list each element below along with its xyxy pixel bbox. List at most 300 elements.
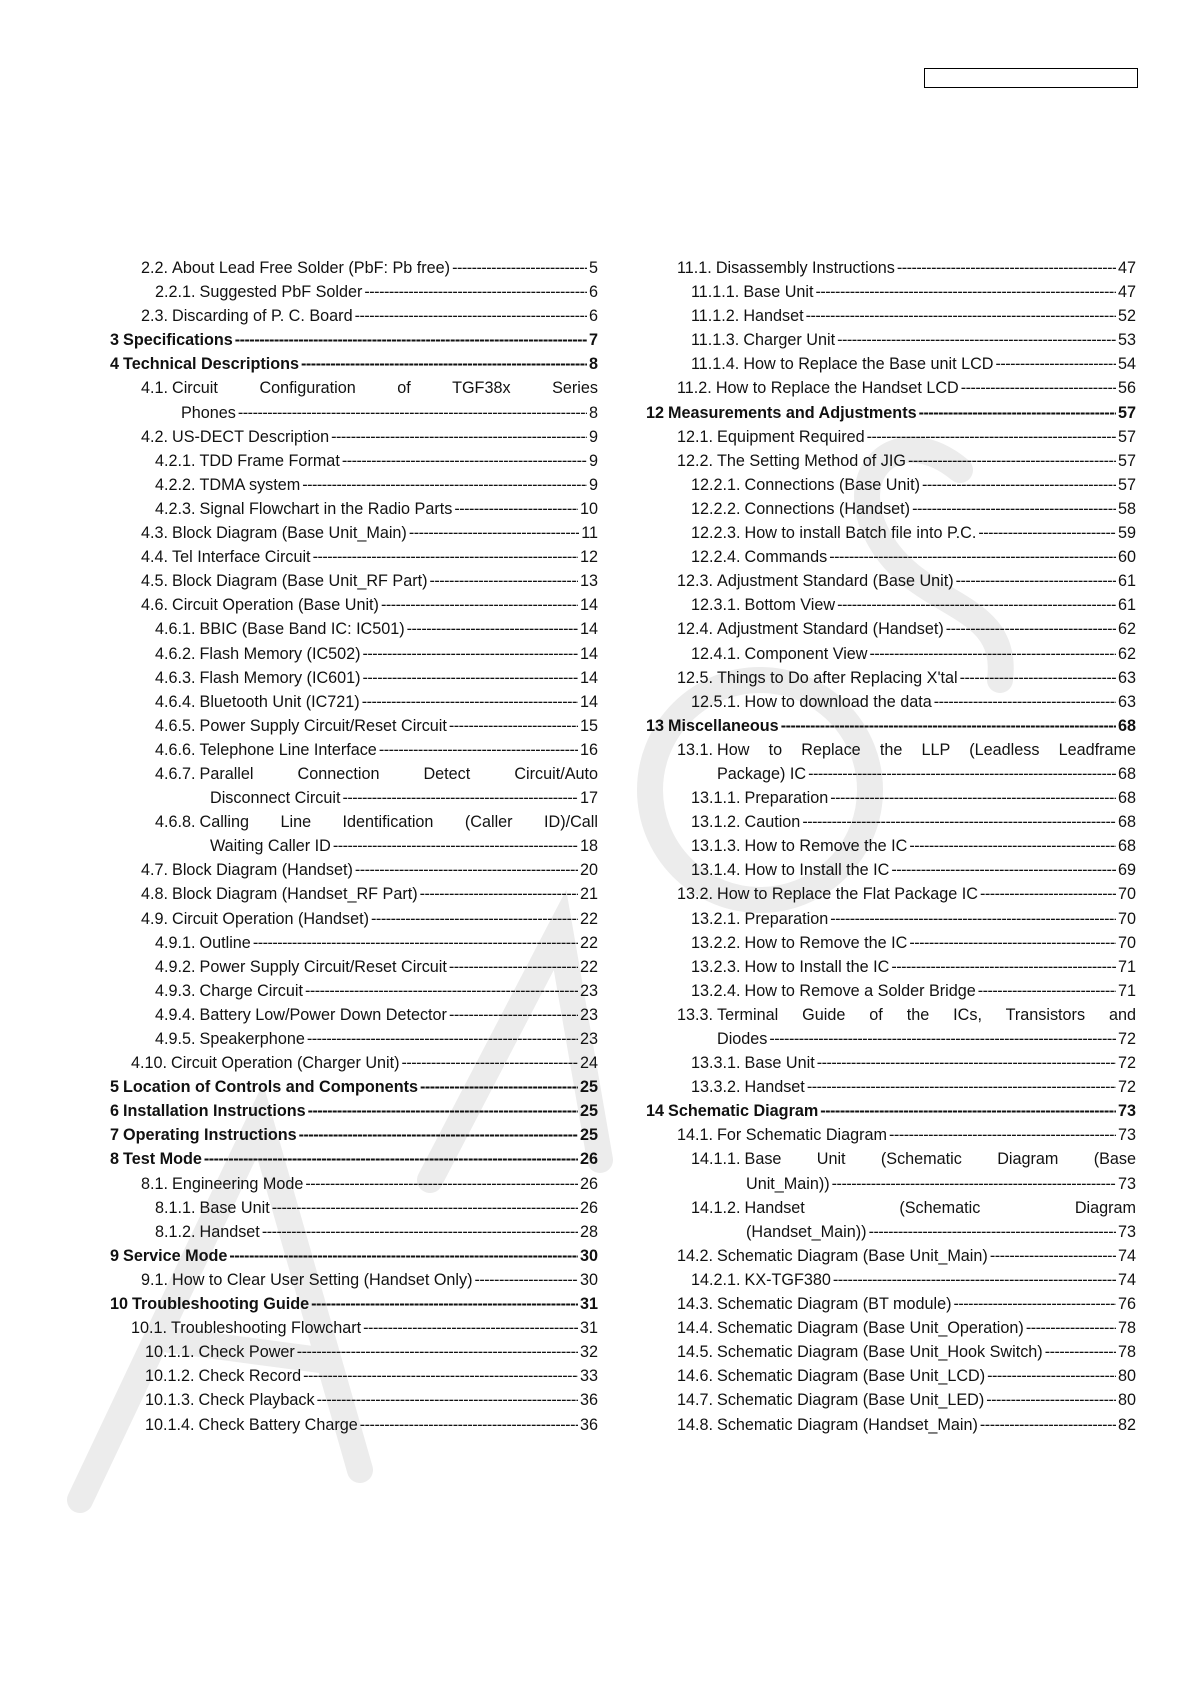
toc-entry-page: 17 — [579, 789, 598, 808]
dot-leader — [420, 1075, 578, 1099]
toc-entry-title-continued: (Handset_Main)) — [746, 1222, 867, 1241]
toc-entry[interactable] — [646, 690, 1136, 714]
dot-leader — [342, 786, 578, 810]
toc-entry-title: Test Mode — [123, 1150, 202, 1169]
toc-entry-title: Location of Controls and Components — [123, 1078, 418, 1097]
toc-entry[interactable] — [110, 955, 598, 979]
toc-entry-page: 11 — [581, 524, 598, 543]
toc-entry[interactable] — [110, 642, 598, 666]
dot-leader — [297, 1340, 578, 1364]
toc-entry-page: 9 — [588, 427, 598, 446]
toc-entry-page: 82 — [1117, 1415, 1136, 1434]
toc-entry[interactable] — [110, 1051, 598, 1075]
toc-entry-number: 4.9.1. — [155, 933, 196, 952]
toc-entry[interactable] — [110, 1413, 598, 1437]
toc-entry[interactable] — [110, 1196, 598, 1220]
toc-entry-page: 73 — [1117, 1174, 1136, 1193]
toc-entry[interactable] — [110, 1027, 598, 1051]
toc-entry-title: Base Unit — [743, 283, 814, 302]
toc-entry-page: 80 — [1117, 1391, 1136, 1410]
dot-leader — [355, 304, 587, 328]
toc-entry-number: 13.3. — [677, 1005, 714, 1024]
toc-entry-number: 12.5.1. — [691, 692, 741, 711]
dot-leader — [313, 545, 578, 569]
toc-entry[interactable] — [646, 1364, 1136, 1388]
toc-entry-title: About Lead Free Solder (PbF: Pb free) — [172, 259, 451, 277]
toc-entry[interactable] — [646, 882, 1136, 906]
toc-entry-title: Handset — [744, 1078, 805, 1097]
toc-entry[interactable] — [646, 907, 1136, 931]
toc-entry-title: Technical Descriptions — [123, 355, 300, 374]
toc-entry-number: 4.6.6. — [155, 740, 196, 759]
toc-entry[interactable] — [110, 521, 598, 545]
toc-entry[interactable] — [646, 376, 1136, 400]
toc-entry-number: 4.4. — [141, 548, 169, 567]
dot-leader — [449, 955, 578, 979]
dot-leader — [806, 304, 1116, 328]
toc-entry-title: How to install Batch file into P.C. — [744, 524, 977, 543]
toc-entry-number: 4.6.1. — [155, 620, 196, 639]
dot-leader — [305, 979, 578, 1003]
toc-entry-page: 76 — [1117, 1295, 1136, 1314]
toc-entry-number: 14.6. — [677, 1367, 714, 1386]
toc-entry-title: Schematic Diagram (Handset_Main) — [717, 1415, 978, 1434]
dot-leader — [1026, 1316, 1116, 1340]
toc-entry-page: 47 — [1117, 259, 1136, 277]
toc-entry[interactable] — [110, 1220, 598, 1244]
toc-entry[interactable] — [646, 1196, 1136, 1244]
toc-entry-number: 11.1.1. — [691, 283, 740, 302]
toc-entry-title: Installation Instructions — [123, 1102, 306, 1121]
toc-entry-page: 62 — [1117, 620, 1136, 639]
toc-entry-title: TDD Frame Format — [199, 451, 340, 470]
toc-entry-title: Tel Interface Circuit — [172, 548, 311, 567]
toc-entry-number: 6 — [110, 1102, 120, 1121]
toc-entry-title: Specifications — [123, 331, 233, 350]
toc-entry-page: 80 — [1117, 1367, 1136, 1386]
toc-entry[interactable] — [110, 762, 598, 810]
toc-entry[interactable] — [110, 931, 598, 955]
toc-entry-page: 8 — [588, 355, 598, 374]
toc-entry-number: 13.2.4. — [691, 981, 741, 1000]
toc-entry[interactable] — [646, 1147, 1136, 1195]
toc-entry[interactable] — [110, 1075, 598, 1099]
toc-right-column — [646, 256, 1136, 1437]
toc-entry[interactable] — [110, 1292, 598, 1316]
toc-entry-page: 25 — [579, 1078, 598, 1097]
dot-leader — [303, 1364, 578, 1388]
toc-entry[interactable] — [110, 858, 598, 882]
toc-entry-page: 62 — [1117, 644, 1136, 663]
toc-entry[interactable] — [110, 376, 598, 424]
toc-entry-page: 63 — [1117, 692, 1136, 711]
toc-entry-number: 10.1. — [131, 1319, 168, 1338]
dot-leader — [235, 328, 587, 352]
toc-entry[interactable] — [110, 1364, 598, 1388]
toc-entry[interactable] — [110, 617, 598, 641]
toc-entry[interactable] — [646, 401, 1136, 425]
toc-entry-page: 14 — [579, 644, 598, 663]
dot-leader — [802, 810, 1116, 834]
toc-entry[interactable] — [646, 1099, 1136, 1123]
toc-entry-number: 4 — [110, 355, 120, 374]
toc-entry[interactable] — [110, 690, 598, 714]
toc-entry-page: 13 — [579, 572, 598, 591]
toc-entry-number: 4.3. — [141, 524, 169, 543]
toc-entry-number: 13.2.1. — [691, 909, 741, 928]
toc-entry[interactable] — [110, 425, 598, 449]
toc-entry[interactable] — [110, 882, 598, 906]
toc-entry-page: 78 — [1117, 1343, 1136, 1362]
toc-entry-page: 14 — [579, 620, 598, 639]
toc-entry[interactable] — [646, 280, 1136, 304]
toc-entry[interactable] — [110, 1147, 598, 1171]
toc-entry[interactable] — [646, 352, 1136, 376]
toc-entry-title: Terminal Guide of the ICs, Transistors and — [717, 1005, 1136, 1024]
toc-entry-number: 12.2. — [677, 451, 714, 470]
toc-entry-page: 22 — [579, 909, 598, 928]
toc-entry-number: 10.1.1. — [145, 1343, 195, 1362]
toc-entry-title: Circuit Operation (Base Unit) — [172, 596, 379, 615]
dot-leader — [909, 931, 1116, 955]
toc-entry-title: Caution — [744, 813, 801, 832]
toc-entry-page: 57 — [1117, 403, 1136, 422]
toc-entry-page: 26 — [579, 1150, 598, 1169]
toc-entry-title: Base Unit (Schematic Diagram (Base — [744, 1150, 1136, 1169]
toc-entry[interactable] — [110, 714, 598, 738]
toc-entry-title: Adjustment Standard (Handset) — [717, 620, 944, 639]
toc-entry-title: Service Mode — [123, 1246, 228, 1265]
toc-entry[interactable] — [646, 617, 1136, 641]
toc-entry-number: 12.1. — [677, 427, 714, 446]
toc-entry-number: 14.5. — [677, 1343, 714, 1362]
toc-entry-page: 23 — [579, 1005, 598, 1024]
dot-leader — [204, 1147, 578, 1171]
toc-entry-title-continued: Waiting Caller ID — [210, 837, 331, 856]
dot-leader — [830, 907, 1116, 931]
toc-entry-number: 4.10. — [131, 1054, 168, 1073]
toc-entry-page: 14 — [579, 692, 598, 711]
toc-entry-number: 4.6.2. — [155, 644, 196, 663]
toc-entry-number: 14.4. — [677, 1319, 714, 1338]
toc-entry-page: 21 — [579, 885, 598, 904]
toc-entry[interactable] — [646, 979, 1136, 1003]
toc-entry-number: 2.2.1. — [155, 283, 196, 302]
toc-entry[interactable] — [110, 569, 598, 593]
dot-leader — [833, 1268, 1116, 1292]
toc-entry[interactable] — [110, 328, 598, 352]
toc-entry-number: 12 — [646, 403, 665, 422]
toc-entry-number: 13.1.3. — [691, 837, 741, 856]
toc-entry[interactable] — [646, 1244, 1136, 1268]
toc-entry[interactable] — [646, 593, 1136, 617]
toc-entry-number: 12.2.1. — [691, 475, 741, 494]
dot-leader — [381, 593, 578, 617]
toc-entry-title: Block Diagram (Handset) — [172, 861, 353, 880]
toc-entry-number: 10.1.2. — [145, 1367, 195, 1386]
toc-entry-title: Preparation — [744, 789, 829, 808]
toc-entry[interactable] — [646, 738, 1136, 786]
toc-entry[interactable] — [646, 1413, 1136, 1437]
toc-entry-number: 14.3. — [677, 1295, 714, 1314]
toc-entry-number: 8.1.1. — [155, 1198, 196, 1217]
toc-entry[interactable] — [646, 834, 1136, 858]
dot-leader — [363, 1316, 578, 1340]
toc-entry-page: 68 — [1117, 813, 1136, 832]
toc-entry[interactable] — [110, 1388, 598, 1412]
toc-entry-number: 4.7. — [141, 861, 169, 880]
toc-entry[interactable] — [110, 545, 598, 569]
toc-entry-title: Schematic Diagram (BT module) — [717, 1295, 952, 1314]
dot-leader — [420, 882, 578, 906]
toc-entry-title-continued: Diodes — [717, 1030, 768, 1048]
dot-leader — [407, 617, 578, 641]
toc-entry-title: Check Power — [198, 1343, 295, 1362]
toc-entry-page: 36 — [579, 1415, 598, 1434]
toc-entry[interactable] — [646, 955, 1136, 979]
toc-entry-number: 7 — [110, 1126, 120, 1145]
toc-entry-page: 59 — [1117, 524, 1136, 543]
toc-entry-number: 12.3. — [677, 572, 714, 591]
toc-entry[interactable] — [110, 449, 598, 473]
toc-entry-page: 14 — [579, 596, 598, 615]
toc-entry-page: 57 — [1117, 427, 1136, 446]
toc-entry-page: 9 — [588, 451, 598, 470]
toc-entry[interactable] — [110, 473, 598, 497]
toc-entry[interactable] — [646, 449, 1136, 473]
dot-leader — [909, 834, 1116, 858]
toc-entry-number: 9.1. — [141, 1270, 169, 1289]
toc-entry-number: 4.2. — [141, 427, 169, 446]
toc-entry[interactable] — [110, 352, 598, 376]
toc-entry[interactable] — [646, 714, 1136, 738]
dot-leader — [409, 521, 579, 545]
dot-leader — [769, 1027, 1116, 1051]
toc-entry-number: 14.7. — [677, 1391, 714, 1410]
toc-entry-title: Schematic Diagram (Base Unit_Main) — [717, 1246, 988, 1265]
toc-entry-number: 8.1.2. — [155, 1222, 196, 1241]
dot-leader — [946, 617, 1116, 641]
toc-entry-page: 32 — [579, 1343, 598, 1362]
toc-entry[interactable] — [110, 497, 598, 521]
toc-entry-title: Base Unit — [744, 1054, 815, 1073]
toc-entry-number: 11.1. — [677, 259, 712, 277]
toc-entry[interactable] — [646, 1051, 1136, 1075]
dot-leader — [897, 256, 1116, 280]
toc-entry-number: 13.1.1. — [691, 789, 741, 808]
toc-entry[interactable] — [646, 425, 1136, 449]
toc-entry-number: 2.3. — [141, 307, 169, 326]
toc-entry[interactable] — [646, 666, 1136, 690]
toc-entry-number: 4.9.4. — [155, 1005, 196, 1024]
toc-entry-page: 74 — [1117, 1270, 1136, 1289]
toc-entry-number: 4.6.3. — [155, 668, 196, 687]
dot-leader — [934, 690, 1116, 714]
toc-entry[interactable] — [110, 280, 598, 304]
dot-leader — [452, 256, 587, 280]
toc-entry[interactable] — [646, 931, 1136, 955]
toc-entry-number: 4.9. — [141, 909, 169, 928]
dot-leader — [449, 1003, 578, 1027]
dot-leader — [820, 1099, 1116, 1123]
toc-entry[interactable] — [646, 1292, 1136, 1316]
toc-entry[interactable] — [646, 1268, 1136, 1292]
toc-entry[interactable] — [646, 1123, 1136, 1147]
toc-entry-number: 14.1.1. — [691, 1150, 741, 1169]
toc-entry[interactable] — [110, 1123, 598, 1147]
dot-leader — [299, 1123, 578, 1147]
dot-leader — [362, 690, 578, 714]
toc-entry[interactable] — [110, 304, 598, 328]
toc-entry[interactable] — [110, 1172, 598, 1196]
toc-entry-page: 9 — [588, 475, 598, 494]
toc-entry-number: 11.1.2. — [691, 307, 740, 326]
toc-entry[interactable] — [110, 979, 598, 1003]
toc-entry-page: 58 — [1117, 499, 1136, 518]
toc-entry[interactable] — [110, 1003, 598, 1027]
toc-entry[interactable] — [646, 521, 1136, 545]
toc-entry[interactable] — [646, 256, 1136, 280]
toc-entry-title: Schematic Diagram — [668, 1102, 819, 1121]
toc-entry-page: 60 — [1117, 548, 1136, 567]
toc-entry-page: 61 — [1117, 596, 1136, 615]
toc-entry-number: 14 — [646, 1102, 665, 1121]
toc-entry[interactable] — [110, 1099, 598, 1123]
toc-entry[interactable] — [646, 473, 1136, 497]
toc-entry-title: Block Diagram (Base Unit_RF Part) — [172, 572, 428, 591]
toc-entry-title: US-DECT Description — [172, 427, 330, 446]
toc-entry[interactable] — [646, 328, 1136, 352]
toc-entry[interactable] — [110, 810, 598, 858]
toc-entry-title: Discarding of P. C. Board — [172, 307, 353, 326]
toc-entry-number: 5 — [110, 1078, 120, 1097]
toc-entry-number: 14.1.2. — [691, 1198, 741, 1217]
toc-entry-page: 23 — [579, 1030, 598, 1048]
toc-entry-page: 72 — [1117, 1030, 1136, 1048]
toc-entry[interactable] — [110, 593, 598, 617]
toc-entry[interactable] — [646, 1340, 1136, 1364]
toc-entry[interactable] — [110, 1340, 598, 1364]
toc-entry-page: 22 — [579, 933, 598, 952]
toc-entry-title: Handset (Schematic Diagram — [744, 1198, 1136, 1217]
toc-entry-page: 73 — [1117, 1102, 1136, 1121]
toc-entry-page: 74 — [1117, 1246, 1136, 1265]
toc-entry[interactable] — [646, 1003, 1136, 1051]
toc-entry-number: 13.1.4. — [691, 861, 741, 880]
toc-entry-page: 31 — [579, 1319, 598, 1338]
toc-entry-title-continued: Package) IC — [717, 764, 807, 783]
toc-entry-number: 9 — [110, 1246, 120, 1265]
toc-entry[interactable] — [646, 858, 1136, 882]
dot-leader — [253, 931, 578, 955]
toc-entry-title: Flash Memory (IC601) — [199, 668, 361, 687]
toc-entry[interactable] — [646, 1388, 1136, 1412]
toc-entry-page: 5 — [588, 259, 598, 277]
toc-entry[interactable] — [110, 907, 598, 931]
toc-entry-title: Flash Memory (IC502) — [199, 644, 361, 663]
toc-entry-title-continued: Unit_Main)) — [746, 1174, 830, 1193]
toc-entry[interactable] — [646, 786, 1136, 810]
toc-entry-number: 8 — [110, 1150, 120, 1169]
dot-leader — [954, 1292, 1116, 1316]
toc-entry[interactable] — [110, 256, 598, 280]
toc-entry-page: 18 — [579, 837, 598, 856]
dot-leader — [449, 714, 578, 738]
toc-entry[interactable] — [646, 1316, 1136, 1340]
toc-entry[interactable] — [646, 569, 1136, 593]
toc-entry-title: How to Install the IC — [744, 957, 890, 976]
toc-entry-page: 72 — [1117, 1054, 1136, 1073]
toc-entry-title: Adjustment Standard (Base Unit) — [717, 572, 954, 591]
toc-entry-number: 12.2.2. — [691, 499, 741, 518]
toc-entry-number: 4.2.1. — [155, 451, 196, 470]
toc-entry-title: For Schematic Diagram — [717, 1126, 888, 1145]
toc-entry-title: How to Replace the Handset LCD — [715, 379, 959, 398]
toc-entry[interactable] — [646, 545, 1136, 569]
toc-entry-number: 8.1. — [141, 1174, 169, 1193]
toc-entry-number: 10.1.4. — [145, 1415, 195, 1434]
toc-entry[interactable] — [646, 304, 1136, 328]
toc-entry-number: 4.6.5. — [155, 716, 196, 735]
toc-entry-number: 14.8. — [677, 1415, 714, 1434]
dot-leader — [980, 882, 1116, 906]
toc-entry[interactable] — [646, 497, 1136, 521]
toc-entry-page: 28 — [579, 1222, 598, 1241]
dot-leader — [956, 569, 1116, 593]
dot-leader — [832, 1172, 1116, 1196]
toc-entry[interactable] — [110, 1316, 598, 1340]
toc-entry-title-continued: Disconnect Circuit — [210, 789, 341, 808]
toc-entry-title: How to download the data — [744, 692, 932, 711]
toc-entry-title: Bluetooth Unit (IC721) — [199, 692, 360, 711]
toc-entry-title: How to Install the IC — [744, 861, 890, 880]
toc-entry-title: Battery Low/Power Down Detector — [199, 1005, 447, 1024]
toc-entry-page: 23 — [579, 981, 598, 1000]
toc-entry-title: Circuit Configuration of TGF38x Series — [172, 379, 598, 398]
toc-entry[interactable] — [110, 738, 598, 762]
toc-entry[interactable] — [646, 810, 1136, 834]
toc-entry-number: 11.2. — [677, 379, 712, 398]
toc-entry-title: Block Diagram (Base Unit_Main) — [172, 524, 407, 543]
toc-entry-page: 68 — [1117, 789, 1136, 808]
toc-entry[interactable] — [110, 1244, 598, 1268]
toc-entry-page: 57 — [1117, 451, 1136, 470]
toc-entry-page: 73 — [1117, 1222, 1136, 1241]
toc-entry-title: Equipment Required — [717, 427, 865, 446]
toc-entry-title: Circuit Operation (Charger Unit) — [171, 1054, 400, 1073]
toc-entry[interactable] — [646, 1075, 1136, 1099]
toc-entry-page: 24 — [579, 1054, 598, 1073]
toc-entry-title: Connections (Handset) — [744, 499, 911, 518]
toc-entry[interactable] — [646, 642, 1136, 666]
dot-leader — [317, 1388, 578, 1412]
dot-leader — [817, 1051, 1116, 1075]
toc-entry-page: 78 — [1117, 1319, 1136, 1338]
toc-entry[interactable] — [110, 1268, 598, 1292]
toc-entry[interactable] — [110, 666, 598, 690]
toc-entry-title: Block Diagram (Handset_RF Part) — [172, 885, 418, 904]
toc-entry-page: 63 — [1117, 668, 1136, 687]
toc-entry-title: BBIC (Base Band IC: IC501) — [199, 620, 405, 639]
toc-entry-page: 25 — [579, 1126, 598, 1145]
dot-leader — [987, 1364, 1116, 1388]
dot-leader — [308, 1099, 578, 1123]
toc-entry-page: 70 — [1117, 909, 1136, 928]
toc-entry-title: Check Battery Charge — [198, 1415, 358, 1434]
dot-leader — [454, 497, 578, 521]
toc-entry-number: 4.9.5. — [155, 1030, 196, 1048]
toc-entry-number: 4.6. — [141, 596, 169, 615]
